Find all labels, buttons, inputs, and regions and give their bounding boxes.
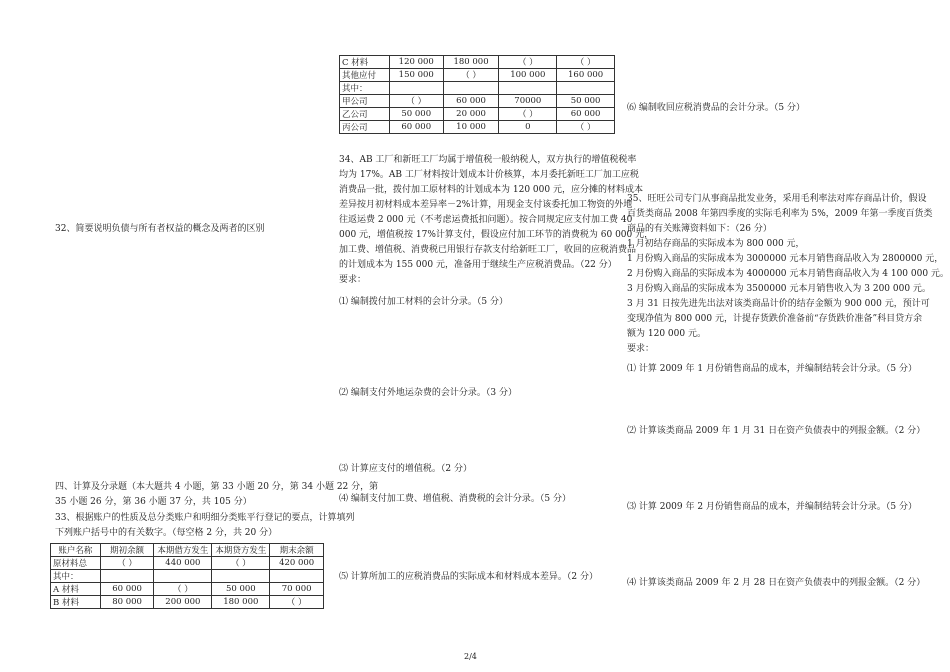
question-34-item-3: ⑶ 计算应支付的增值税。（2 分） <box>339 464 472 474</box>
question-33-line: 下列账户括号中的有关数字。（每空格 2 分，共 20 分） <box>55 528 278 538</box>
top-table-cell: （ ） <box>557 121 615 134</box>
top-table-cell: 100 000 <box>499 69 557 82</box>
bottom-table-row <box>51 583 324 596</box>
bottom-table-row <box>51 557 324 570</box>
top-table-cell: （ ） <box>443 69 499 82</box>
bottom-table-cell: 440 000 <box>154 557 212 570</box>
top-table-cell: 甲公司 <box>340 95 390 108</box>
question-34-item-6: ⑹ 编制收回应税消费品的会计分录。（5 分） <box>627 103 805 113</box>
top-table-row <box>340 69 615 82</box>
bottom-table-cell: 50 000 <box>212 583 270 596</box>
question-34-line: 000 元，增值税按 17%计算支付，假设应付加工环节的消费税为 60 000 元， <box>339 230 654 240</box>
question-35-item-2: ⑵ 计算该类商品 2009 年 1 月 31 日在资产负债表中的列报金额。（2 分） <box>627 426 926 436</box>
top-table-cell: 120 000 <box>389 56 443 69</box>
bottom-table-cell: （ ） <box>212 557 270 570</box>
question-34-item-5: ⑸ 计算所加工的应税消费品的实际成本和材料成本差异。（2 分） <box>339 572 598 582</box>
question-32: 32、简要说明负债与所有者权益的概念及两者的区别 <box>55 224 265 234</box>
top-table-cell: 乙公司 <box>340 108 390 121</box>
question-35-line: 2 月份购入商品的实际成本为 4000000 元本月销售商品收入为 4 100 000 元。 <box>627 269 949 279</box>
top-table-cell: 150 000 <box>389 69 443 82</box>
question-35-line: 3 月份购入商品的实际成本为 3500000 元本月销售收入为 3 200 000 元。 <box>627 284 931 294</box>
question-35-line: 百货类商品 2008 年第四季度的实际毛利率为 5%，2009 年第一季度百货类 <box>627 209 933 219</box>
top-table-row <box>340 95 615 108</box>
question-34-line: 消费品一批，拨付加工原材料的计划成本为 120 000 元，应分摊的材料成本 <box>339 185 643 195</box>
top-table-cell: 50 000 <box>389 108 443 121</box>
question-34-line: 34、AB 工厂和新旺工厂均属于增值税一般纳税人，双方执行的增值税税率 <box>339 155 637 165</box>
bottom-table-row <box>51 596 324 609</box>
question-34-line: 差异按月初材料成本差异率－2%计算，用现金支付该委托加工物资的外地 <box>339 200 633 210</box>
bottom-table-header: 账户名称 <box>51 544 101 557</box>
top-table-cell: （ ） <box>389 95 443 108</box>
bottom-table-cell <box>270 570 324 583</box>
top-table-cell <box>499 82 557 95</box>
bottom-table-cell <box>154 570 212 583</box>
top-table-cell: 50 000 <box>557 95 615 108</box>
bottom-table-header: 期初余额 <box>100 544 154 557</box>
bottom-table-header: 本期贷方发生 <box>212 544 270 557</box>
bottom-table-cell: 其中： <box>51 570 101 583</box>
question-34-item-2: ⑵ 编制支付外地运杂费的会计分录。（3 分） <box>339 388 517 398</box>
question-34-item-1: ⑴ 编制拨付加工材料的会计分录。（5 分） <box>339 297 508 307</box>
top-table-cell: C 材料 <box>340 56 390 69</box>
question-35-item-1: ⑴ 计算 2009 年 1 月份销售商品的成本，并编制结转会计分录。（5 分） <box>627 364 918 374</box>
bottom-table-header: 本期借方发生 <box>154 544 212 557</box>
top-table-cell: 0 <box>499 121 557 134</box>
top-table-cell: （ ） <box>557 56 615 69</box>
bottom-table-cell: 80 000 <box>100 596 154 609</box>
question-35-item-4: ⑷ 计算该类商品 2009 年 2 月 28 日在资产负债表中的列报金额。（2 分） <box>627 578 926 588</box>
top-table-cell: 其中： <box>340 82 390 95</box>
top-table-cell: 20 000 <box>443 108 499 121</box>
top-table-cell: 70000 <box>499 95 557 108</box>
section-4-line: 四、计算及分录题（本大题共 4 小题，第 33 小题 20 分，第 34 小题 22 分，第 <box>55 482 379 492</box>
bottom-table-cell: 70 000 <box>270 583 324 596</box>
top-table-cell: 其他应付 <box>340 69 390 82</box>
top-table-cell: 60 000 <box>389 121 443 134</box>
question-35-requirement: 要求： <box>627 344 655 354</box>
question-35-line: 3 月 31 日按先进先出法对该类商品计价的结存金额为 900 000 元，预计可 <box>627 299 930 309</box>
question-34-line: 的计划成本为 155 000 元，准备用于继续生产应税消费品。（22 分） <box>339 260 617 270</box>
bottom-table-cell: B 材料 <box>51 596 101 609</box>
bottom-table-cell: （ ） <box>154 583 212 596</box>
bottom-table-cell: A 材料 <box>51 583 101 596</box>
bottom-table-header: 期末余额 <box>270 544 324 557</box>
page-number: 2/4 <box>464 652 477 661</box>
bottom-table-cell: 60 000 <box>100 583 154 596</box>
section-4-header <box>55 480 378 510</box>
bottom-table-cell <box>212 570 270 583</box>
bottom-table-cell: 180 000 <box>212 596 270 609</box>
question-35-line: 变现净值为 800 000 元，计提存货跌价准备前“存货跌价准备”科目贷方余 <box>627 314 923 324</box>
top-table-cell: （ ） <box>499 56 557 69</box>
question-35-line: 商品的有关账簿资料如下：（26 分） <box>627 224 772 234</box>
top-table-cell <box>443 82 499 95</box>
question-33-line: 33、根据账户的性质及总分类账户和明细分类账平行登记的要点，计算填列 <box>55 513 355 523</box>
bottom-table-cell: 原材料总 <box>51 557 101 570</box>
question-34-item-4: ⑷ 编制支付加工费、增值税、消费税的会计分录。（5 分） <box>339 494 571 504</box>
top-table-cell: 60 000 <box>557 108 615 121</box>
bottom-table-cell <box>100 570 154 583</box>
question-34-line: 往返运费 2 000 元（不考虑运费抵扣问题）。按合同规定应支付加工费 40 <box>339 215 633 225</box>
top-table-row <box>340 121 615 134</box>
raw-material-account-table <box>50 543 324 609</box>
top-table-row <box>340 82 615 95</box>
top-table-cell: 丙公司 <box>340 121 390 134</box>
question-34-line: 加工费、增值税、消费税已用银行存款支付给新旺工厂，收回的应税消费品 <box>339 245 637 255</box>
top-account-table <box>339 55 615 134</box>
bottom-table-cell: 420 000 <box>270 557 324 570</box>
question-35-item-3: ⑶ 计算 2009 年 2 月份销售商品的成本，并编制结转会计分录。（5 分） <box>627 502 918 512</box>
bottom-table-cell: （ ） <box>270 596 324 609</box>
top-table-row <box>340 108 615 121</box>
question-35-line: 35、旺旺公司专门从事商品批发业务，采用毛利率法对库存商品计价，假设 <box>627 194 927 204</box>
bottom-table-row <box>51 570 324 583</box>
bottom-table-cell: 200 000 <box>154 596 212 609</box>
top-table-cell: 180 000 <box>443 56 499 69</box>
question-34-requirement: 要求： <box>339 275 367 285</box>
top-table-cell <box>557 82 615 95</box>
section-4-line: 35 小题 26 分，第 36 小题 37 分，共 105 分） <box>55 497 252 507</box>
question-35-line: 1 月初结存商品的实际成本为 800 000 元， <box>627 239 805 249</box>
question-35-line: 额为 120 000 元。 <box>627 329 706 339</box>
top-table-cell: （ ） <box>499 108 557 121</box>
question-33 <box>55 511 354 541</box>
top-table-row <box>340 56 615 69</box>
top-table-cell: 160 000 <box>557 69 615 82</box>
question-34 <box>339 153 653 288</box>
question-35 <box>627 192 949 357</box>
question-35-line: 1 月份购入商品的实际成本为 3000000 元本月销售商品收入为 2800000 元， <box>627 254 944 264</box>
bottom-table-cell: （ ） <box>100 557 154 570</box>
question-34-line: 均为 17%。AB 工厂材料按计划成本计价核算，本月委托新旺工厂加工应税 <box>339 170 639 180</box>
top-table-cell <box>389 82 443 95</box>
top-table-cell: 60 000 <box>443 95 499 108</box>
top-table-cell: 10 000 <box>443 121 499 134</box>
